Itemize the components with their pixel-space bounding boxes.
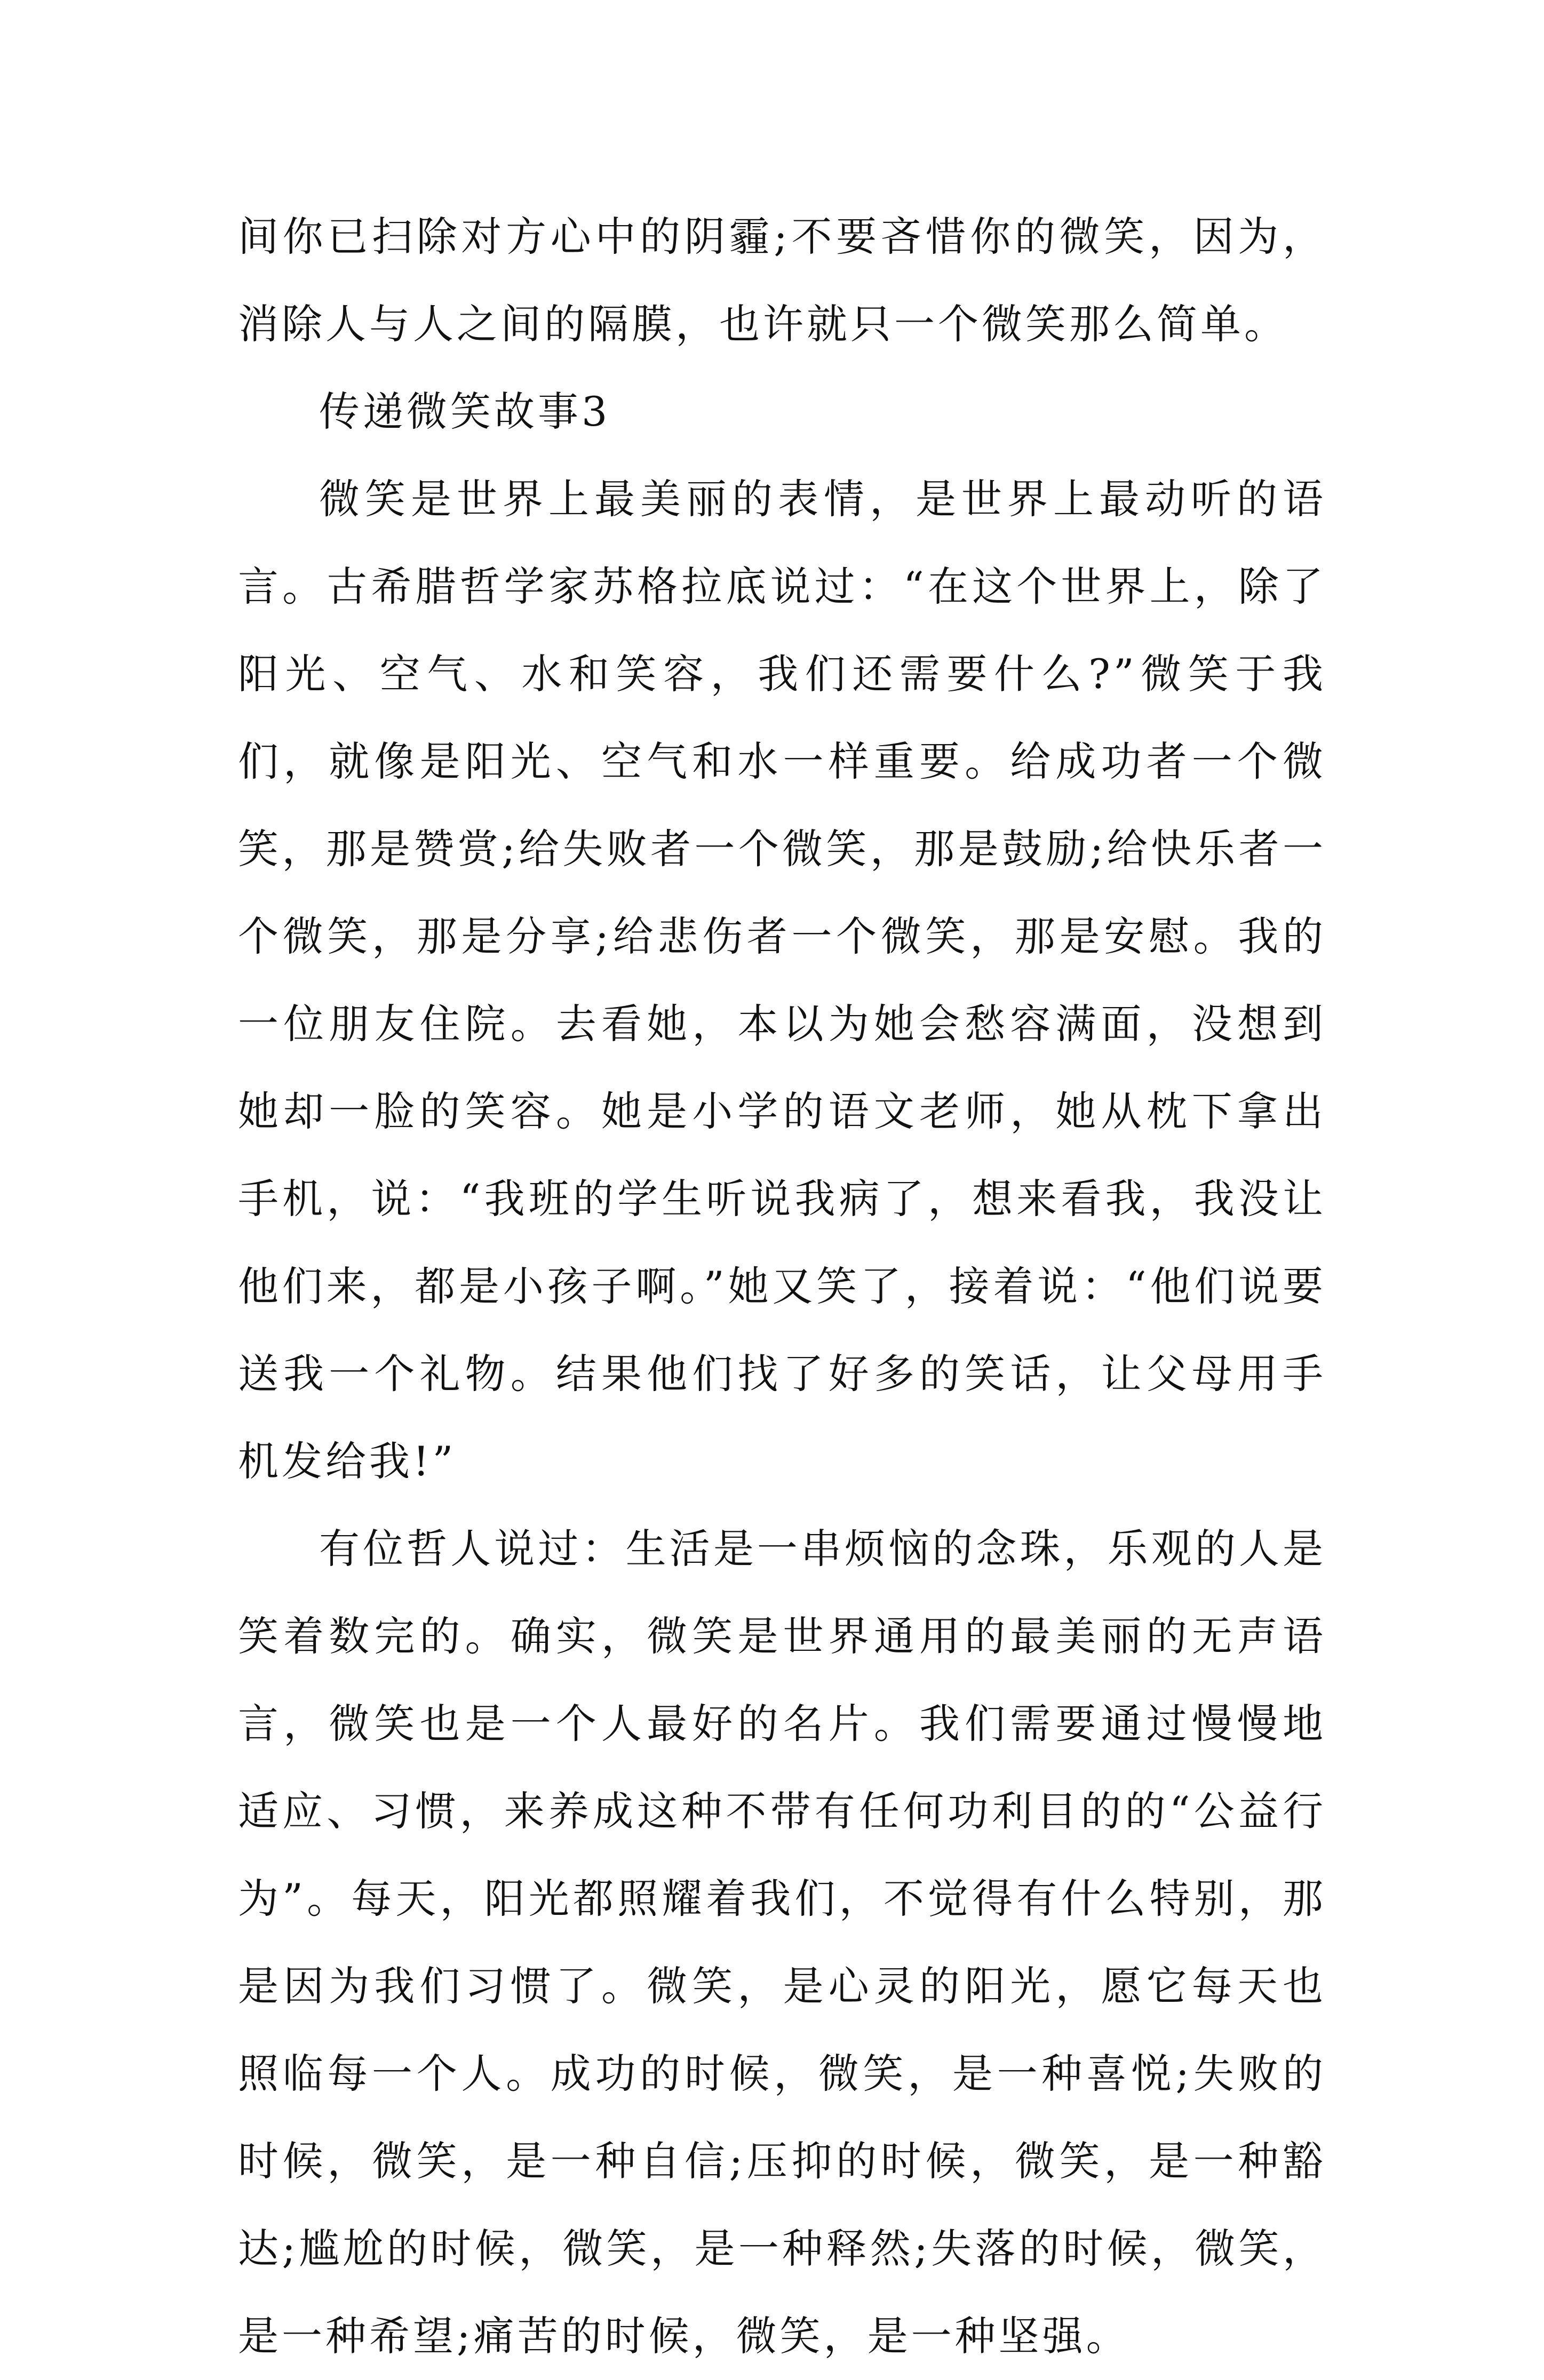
document-body — [238, 193, 1326, 2380]
continued-paragraph: 间你已扫除对方心中的阴霾;不要吝惜你的微笑，因为，消除人与人之间的隔膜，也许就只一个微笑那么简单。 — [238, 213, 1326, 348]
paragraph-1: 微笑是世界上最美丽的表情，是世界上最动听的语言。古希腊哲学家苏格拉底说过：“在这个世界上，除了阳光、空气、水和笑容，我们还需要什么?”微笑于我们，就像是阳光、空气和水一样重要。给成功者一个微笑，那是赞赏;给失败者一个微笑，那是鼓励;给快乐者一个微笑，那是分享;给悲伤者一个微笑，那是安慰。我的一位朋友住院。去看她，本以为她会愁容满面，没想到她却一脸的笑容。她是小学的语文老师，她从枕下拿出手机，说：“我班的学生听说我病了，想来看我，我没让他们来，都是小孩子啊。”她又笑了，接着说：“他们说要送我一个礼物。结果他们找了好多的笑话，让父母用手机发给我!” — [238, 475, 1326, 1485]
section-title: 传递微笑故事3 — [319, 388, 611, 435]
paragraph-2: 有位哲人说过：生活是一串烦恼的念珠，乐观的人是笑着数完的。确实，微笑是世界通用的最美丽的无声语言，微笑也是一个人最好的名片。我们需要通过慢慢地适应、习惯，来养成这种不带有任何功利目的的“公益行为”。每天，阳光都照耀着我们，不觉得有什么特别，那是因为我们习惯了。微笑，是心灵的阳光，愿它每天也照临每一个人。成功的时候，微笑，是一种喜悦;失败的时候，微笑，是一种自信;压抑的时候，微笑，是一种豁达;尴尬的时候，微笑，是一种释然;失落的时候，微笑，是一种希望;痛苦的时候，微笑，是一种坚强。 — [238, 1525, 1326, 2360]
